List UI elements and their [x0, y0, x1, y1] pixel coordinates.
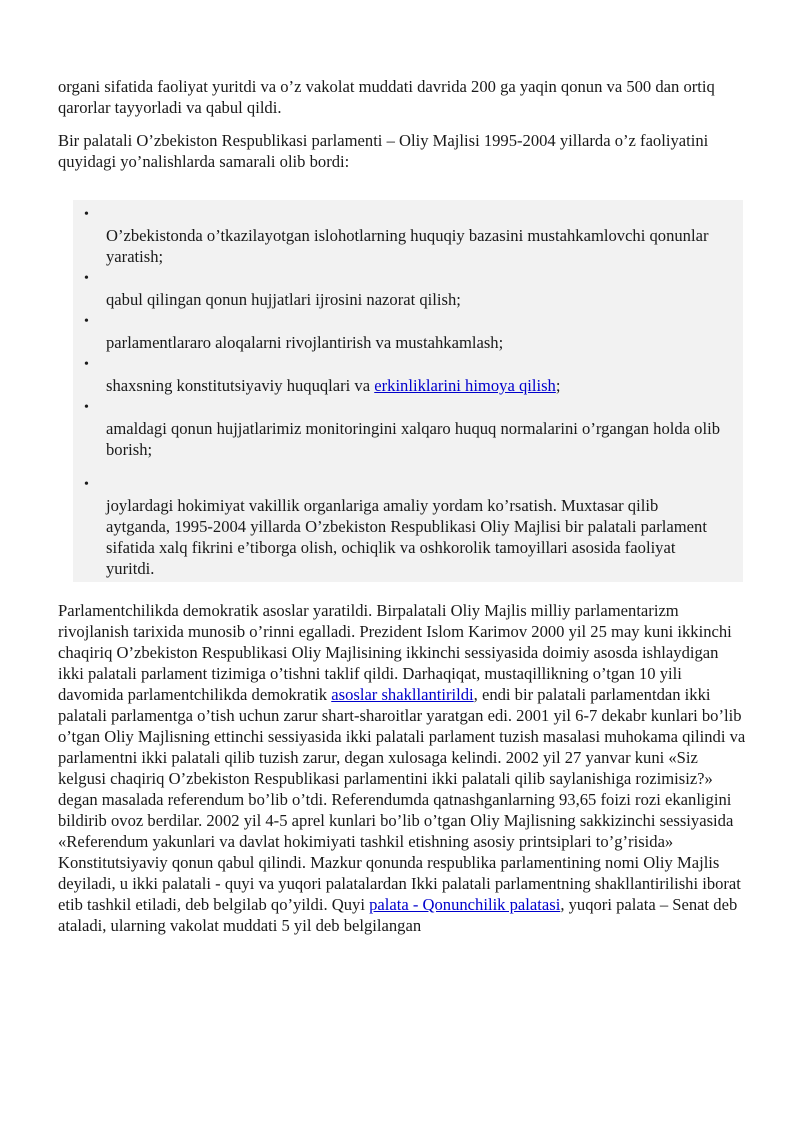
legislative-chamber-link[interactable]: palata - Qonunchilik palatasi	[369, 895, 561, 914]
list-item-text-start: shaxsning konstitutsiyaviy huquqlari va	[106, 376, 375, 395]
paragraph-directions: Bir palatali O’zbekiston Respublikasi parlamenti – Oliy Majlisi 1995-2004 yillarda o’z faoliyatini quyidagi yo’nalishlarda samarali olib bordi:	[58, 131, 709, 171]
bullet-icon: •	[84, 357, 89, 372]
directions-list	[73, 200, 743, 582]
list-item	[73, 204, 743, 267]
list-item-text: qabul qilingan qonun hujjatlari ijrosini nazorat qilish;	[106, 290, 461, 309]
rights-protection-link[interactable]: erkinliklarini himoya qilish	[374, 376, 556, 395]
document-page	[58, 76, 748, 936]
list-item-text	[106, 375, 725, 396]
bullet-icon: •	[84, 477, 89, 492]
list-item-text: parlamentlararo aloqalarni rivojlantirish va mustahkamlash;	[106, 333, 504, 352]
list-item	[73, 397, 743, 460]
paragraph-intro: organi sifatida faoliyat yuritdi va o’z vakolat muddati davrida 200 ga yaqin qonun va 500 dan ortiq qarorlar tayyorladi va qabul qildi.	[58, 77, 715, 117]
list-item-text: O’zbekistonda o’tkazilayotgan islohotlarning huquqiy bazasini mustahkamlovchi qonunlar yaratish;	[106, 226, 709, 266]
list-item-text: amaldagi qonun hujjatlarimiz monitoringini xalqaro huquq normalarini o’rgangan holda olib borish;	[106, 419, 720, 459]
list-item	[73, 311, 743, 353]
paragraph-history	[58, 600, 748, 936]
bullet-icon: •	[84, 207, 89, 222]
foundations-link[interactable]: asoslar shakllantirildi	[331, 685, 474, 704]
bullet-icon: •	[84, 271, 89, 286]
paragraph-history-part2: , endi bir palatali parlamentdan ikki palatali parlamentga o’tish uchun zarur shart-sharoitlar yaratgan edi. 2001 yil 6-7 dekabr kunlari bo’lib o’tgan Oliy Majlisning ettinchi sessiyasida ikki palatali parlament tuzish masalasi muhokama qilindi va parlamentni ikki palatali qilib tuzish zarur, degan xulosaga kelindi. 2002 yil 27 yanvar kuni «Siz kelgusi chaqiriq O’zbekiston Respublikasi parlamentini ikki palatali qilib saylanishiga rozimisiz?» degan masalada referendum bo’lib o’tdi. Referendumda qatnashganlarning 93,65 foizi rozi ekanligini bildirib ovoz berdilar. 2002 yil 4-5 aprel kunlari bo’lib o’tgan Oliy Majlisning sakkizinchi sessiyasida «Referendum yakunlari va davlat hokimiyati tashkil etishning asosiy printsiplari to’g’risida» Konstitutsiyaviy qonun qabul qilindi. Mazkur qonunda respublika parlamentining nomi Oliy Majlis deyiladi, u ikki palatali - quyi va yuqori palatalardan Ikki palatali parlamentning shakllantirilishi iborat etib tashkil etiladi, deb belgilab qo’yildi. Quyi	[58, 685, 746, 914]
list-item	[73, 354, 743, 396]
bullet-icon: •	[84, 400, 89, 415]
paragraph-history-part3: , yuqori palata – Senat deb ataladi, ularning vakolat muddati 5 yil deb belgilangan	[58, 895, 738, 935]
list-item	[73, 474, 743, 579]
paragraph-history-part1: Parlamentchilikda demokratik asoslar yaratildi. Birpalatali Oliy Majlis milliy parlamentarizm rivojlanish tarixida munosib o’rinni egalladi. Prezident Islom Karimov 2000 yil 25 may kuni ikkinchi chaqiriq O’zbekiston Respublikasi Oliy Majlisining ikkinchi sessiyasida doimiy asosda ishlaydigan ikki palatali parlament tizimiga o’tishni taklif qildi. Darhaqiqat, mustaqillikning o’tgan 10 yili davomida parlamentchilikda demokratik	[58, 601, 732, 704]
list-item-text: joylardagi hokimiyat vakillik organlariga amaliy yordam ko’rsatish. Muxtasar qilib aytganda, 1995-2004 yillarda O’zbekiston Respublikasi Oliy Majlisi bir palatali parlament sifatida xalq fikrini e’tiborga olish, ochiqlik va oshkorolik tamoyillari asosida faoliyat yuritdi.	[106, 496, 707, 578]
list-item	[73, 268, 743, 310]
bullet-icon: •	[84, 314, 89, 329]
list-item-text-end: ;	[555, 376, 561, 395]
